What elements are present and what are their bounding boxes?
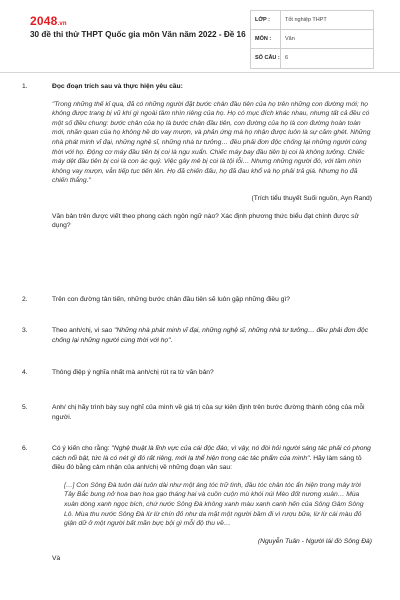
question-text: Trên con đường tân tiến, những bước chân đầu tiên sẽ luôn gặp những điều gì? xyxy=(52,296,290,303)
question-quote: "Những nhà phát minh vĩ đại, những nghệ sĩ, những nhà tư tưởng… đều phải đơn độc chống lại những người cùng thời với họ" xyxy=(52,327,369,344)
meta-row-subject xyxy=(251,30,373,49)
logo-main: 2048 xyxy=(30,14,58,28)
question-number: 1. xyxy=(22,83,28,90)
question-body xyxy=(52,326,372,345)
reading-passage: "Trong những thế kỉ qua, đã có những người đặt bước chân đầu tiên của họ trên những con đường mới; họ không được trang bị vũ khí gì ngoài tầm nhìn riêng của họ. Họ có mục đích khác nhau, nhưng tất cả đều có một số điều chung: bước chân của họ là bước chân đầu tiên, con đường của họ là con đường hoàn toàn mới, nhãn quan của họ không hề do vay mượn, và phản ứng mà họ nhận được luôn là sự căm ghét. Những nhà phát minh vĩ đại, những nghệ sĩ, những nhà tư tưởng… đều phải đơn độc chống lại những người cùng thời với họ. Động cơ máy đầu tiên bị coi là ngu xuẩn. Chiếc máy bay đầu tiên bị coi là không tưởng. Chiếc máy dệt đầu tiên bị coi là con ác quỷ. Việc gây mê bị coi là tội lỗi… Nhưng những người đó, với tầm nhìn không vay mượn, vẫn tiếp tục tiến lên. Họ đã chiến đấu, họ đã đau khổ và họ phải trả giá. Nhưng họ đã chiến thắng." xyxy=(52,100,371,185)
excerpt-passage: […] Con Sông Đà tuôn dài tuôn dài như một áng tóc trữ tình, đầu tóc chân tóc ẩn hiện trong mây trời Tây Bắc bung nở hoa ban hoa gạo tháng hai và cuồn cuộn mù khói núi Mèo đốt nương xuân… Mùa xuân dòng xanh ngọc bích, chứ nước Sông Đà không xanh màu xanh canh hến của Sông Gâm Sông Lô. Mùa thu nước Sông Đà lừ lừ chín đỏ như da mặt một người bầm đi vì rượu bữa, lừ lừ cái màu đỏ giận dữ ở một người bất mãn bực bội gì mỗi độ thu về… xyxy=(64,481,364,528)
question-text-suffix: . Hãy làm sáng tỏ điều đó bằng cảm nhận của anh/chị về những đoạn văn sau: xyxy=(52,454,362,472)
excerpt-source: (Nguyễn Tuân - Người lái đò Sông Đà) xyxy=(257,537,372,545)
meta-key: LỚP : xyxy=(251,11,281,29)
question-text: Anh/ chị hãy trình bày suy nghĩ của mình về giá trị của sự kiên định trên bước đường thành công của mỗi người. xyxy=(52,404,365,421)
question-text: Thông điệp ý nghĩa nhất mà anh/chị rút ra từ văn bản? xyxy=(52,369,214,376)
meta-table xyxy=(250,10,374,69)
meta-key: SỐ CÂU : xyxy=(251,49,281,68)
question-number: 2. xyxy=(22,296,28,303)
header-divider xyxy=(0,72,400,73)
question-heading: Đọc đoạn trích sau và thực hiện yêu cầu: xyxy=(52,83,183,90)
question-number: 6. xyxy=(22,445,28,452)
question-number: 5. xyxy=(22,404,28,411)
question-body xyxy=(52,82,372,231)
question-body xyxy=(52,444,372,564)
question-text xyxy=(52,444,372,473)
meta-key: MÔN : xyxy=(251,30,281,48)
meta-value: Văn xyxy=(285,36,295,42)
trailing-text: Và xyxy=(52,555,61,563)
meta-row-class xyxy=(251,11,373,30)
header xyxy=(0,0,400,78)
meta-value: Tốt nghiệp THPT xyxy=(285,17,327,23)
document-title: 30 đề thi thử THPT Quốc gia môn Văn năm 2022 - Đề 16 xyxy=(30,30,246,39)
question-text-prefix: Có ý kiến cho rằng: xyxy=(52,445,112,452)
question-text-suffix: . xyxy=(170,336,173,344)
logo-suffix: .vn xyxy=(57,21,67,27)
question-quote: "Nghệ thuật là lĩnh vực của cái độc đáo, vì vậy, nó đòi hỏi người sáng tác phải có phong cách nổi bật, tức là có nét gì đó rất riêng, mới lạ thể hiện trong các tác phẩm của mình" xyxy=(52,445,371,462)
site-logo[interactable] xyxy=(30,14,67,28)
question-text: Văn bản trên được viết theo phong cách ngôn ngữ nào? Xác định phương thức biểu đạt chính được sử dụng? xyxy=(52,212,359,230)
passage-source: (Trích tiểu thuyết Suối nguồn, Ayn Rand) xyxy=(251,194,372,202)
question-number: 3. xyxy=(22,327,28,334)
meta-value: 6 xyxy=(285,55,289,61)
question-number: 4. xyxy=(22,369,28,376)
meta-row-count xyxy=(251,49,373,68)
question-text-prefix: Theo anh/chị, vì sao xyxy=(52,327,115,334)
